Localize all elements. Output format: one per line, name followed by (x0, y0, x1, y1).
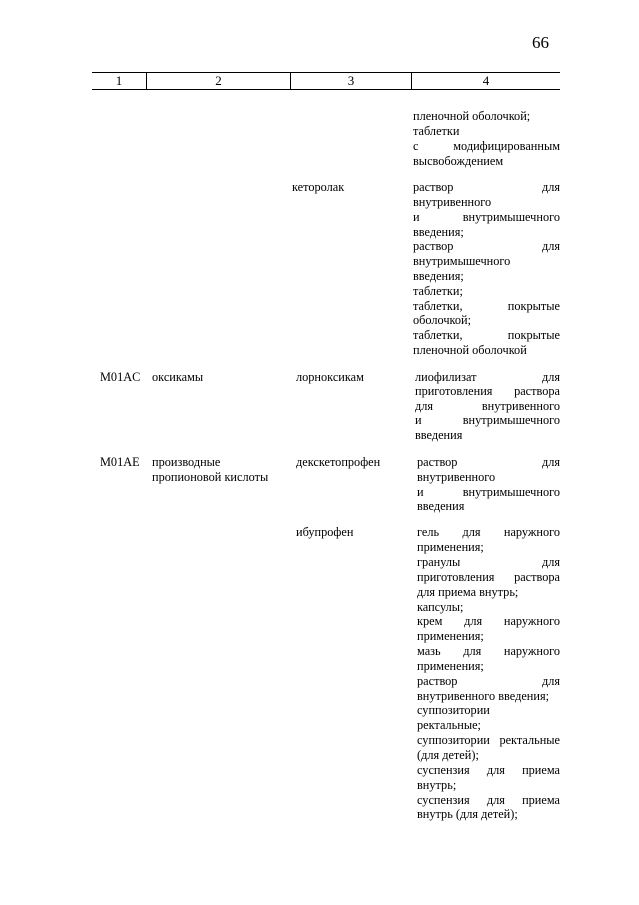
table-header (92, 72, 560, 90)
form-line: (для детей); (417, 748, 479, 762)
form-line: внутрь (для детей); (417, 807, 518, 821)
form-line: гель для наружного (417, 525, 560, 539)
form-line: лиофилизат для (415, 370, 560, 384)
form-line: применения; (417, 659, 484, 673)
drug-name: ибупрофен (296, 525, 354, 539)
form-line: раствор для (417, 674, 560, 688)
form-line: оболочкой; (413, 313, 472, 327)
group-name: пропионовой кислоты (152, 470, 269, 484)
form-line: приготовления раствора (417, 570, 560, 584)
form-line: применения; (417, 540, 484, 554)
atc-code: M01AE (100, 455, 140, 469)
form-line: таблетки, покрытые (413, 328, 560, 342)
group-name: оксикамы (152, 370, 204, 384)
form-line: и внутримышечного (413, 210, 560, 224)
form-line: и внутримышечного (417, 485, 560, 499)
form-line: применения; (417, 629, 484, 643)
form-line: и внутримышечного (415, 413, 560, 427)
form-line: пленочной оболочкой (413, 343, 527, 357)
form-line: введения; (413, 269, 464, 283)
form-line: высвобождением (413, 154, 504, 168)
form-line: суспензия для приема (417, 763, 560, 777)
group-name: производные (152, 455, 221, 469)
form-line: с модифицированным (413, 139, 560, 153)
form-line: внутримышечного (413, 254, 511, 268)
header-col-1: 1 (115, 73, 123, 88)
form-line: раствор для (413, 239, 560, 253)
form-line: раствор для (417, 455, 560, 469)
form-line: введения; (413, 225, 464, 239)
atc-code: M01AC (100, 370, 141, 384)
form-line: внутривенного введения; (417, 689, 550, 703)
form-line: мазь для наружного (417, 644, 560, 658)
form-line: введения (417, 499, 465, 513)
form-line: суппозитории ректальные (417, 733, 560, 747)
form-line: пленочной оболочкой; (413, 109, 531, 123)
drug-name: лорноксикам (296, 370, 364, 384)
header-col-4: 4 (482, 73, 490, 88)
form-line: для внутривенного (415, 399, 560, 413)
drug-name: кеторолак (292, 180, 345, 194)
form-line: внутривенного (413, 195, 492, 209)
form-line: внутрь; (417, 778, 457, 792)
drug-name: декскетопрофен (296, 455, 381, 469)
form-line: гранулы для (417, 555, 560, 569)
form-line: таблетки (413, 124, 460, 138)
form-line: капсулы; (417, 600, 464, 614)
header-col-2: 2 (215, 73, 222, 88)
form-line: крем для наружного (417, 614, 560, 628)
form-line: внутривенного (417, 470, 496, 484)
form-line: введения (415, 428, 463, 442)
page-number: 66 (532, 33, 549, 52)
form-line: раствор для (413, 180, 560, 194)
form-line: таблетки, покрытые (413, 299, 560, 313)
form-line: таблетки; (413, 284, 463, 298)
form-line: приготовления раствора (415, 384, 560, 398)
form-line: суппозитории (417, 703, 490, 717)
form-line: для приема внутрь; (417, 585, 519, 599)
form-line: ректальные; (417, 718, 481, 732)
header-col-3: 3 (347, 73, 355, 88)
form-line: суспензия для приема (417, 793, 560, 807)
